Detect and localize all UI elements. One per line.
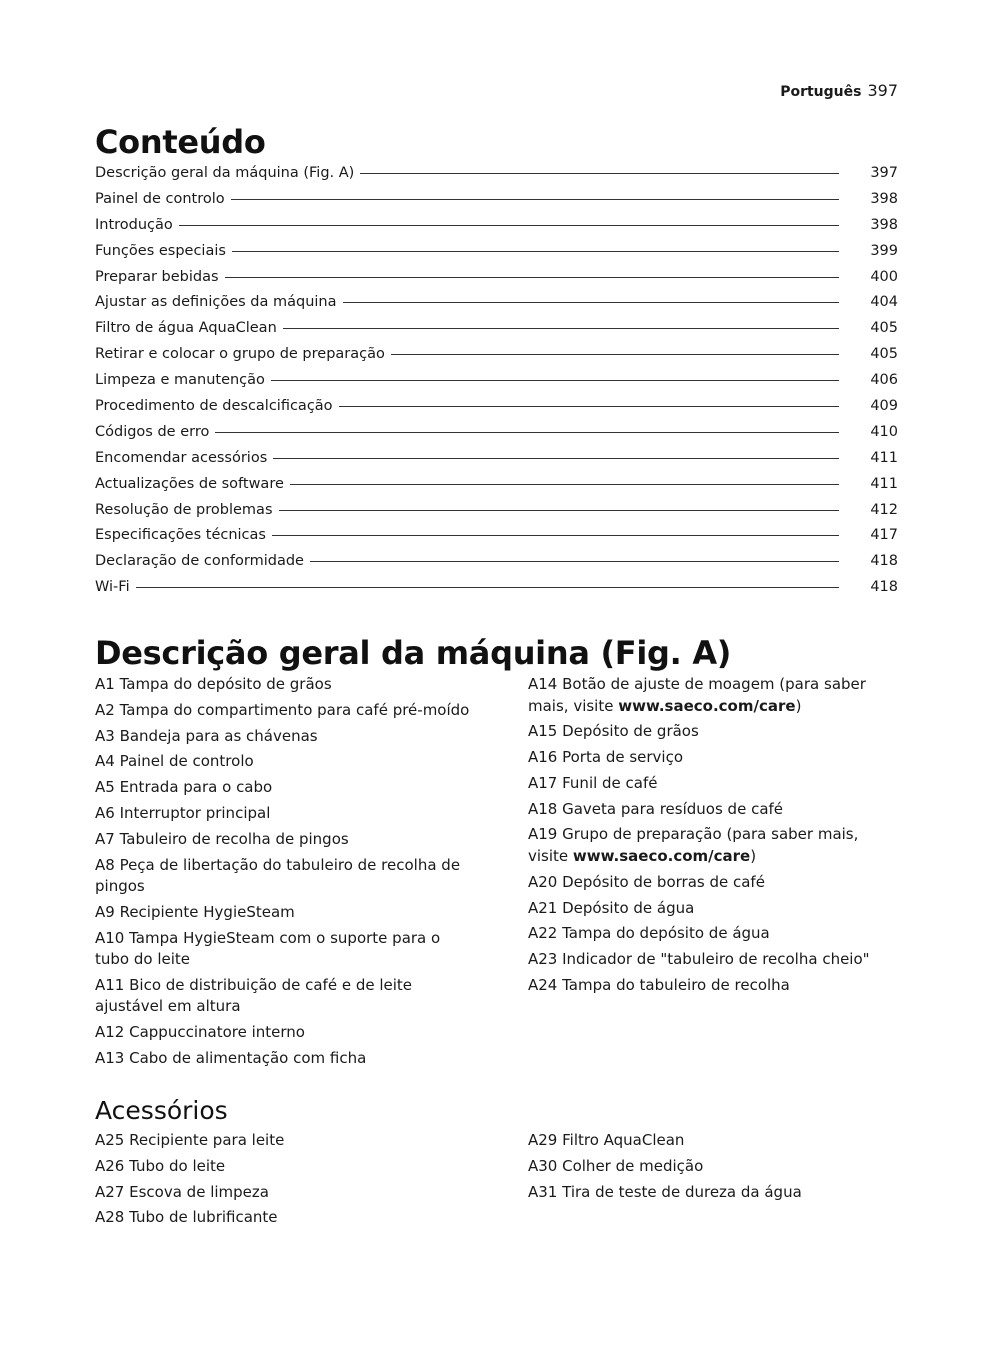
- toc-entry-label: Resolução de problemas: [95, 501, 273, 518]
- toc-entry-label: Limpeza e manutenção: [95, 372, 265, 389]
- header-language: Português: [780, 84, 862, 100]
- accessory-item: A27 Escova de limpeza: [95, 1182, 269, 1201]
- toc-entry[interactable]: [95, 421, 898, 447]
- overview-title: Descrição geral da máquina (Fig. A): [95, 634, 732, 672]
- toc-entry-label: Procedimento de descalcificação: [95, 398, 333, 415]
- toc-entry-label: Retirar e colocar o grupo de preparação: [95, 346, 385, 363]
- part-item: A5 Entrada para o cabo: [95, 778, 273, 797]
- toc-leader: [225, 277, 839, 278]
- toc-leader: [136, 587, 839, 588]
- toc-entry-label: Declaração de conformidade: [95, 553, 304, 570]
- overview-parts-list: [95, 674, 898, 1074]
- toc-leader: [391, 354, 839, 355]
- toc-entry-label: Códigos de erro: [95, 423, 210, 440]
- overview-right-column: [528, 674, 898, 1074]
- toc-entry-page: 412: [870, 501, 898, 518]
- part-item: A3 Bandeja para as chávenas: [95, 726, 318, 745]
- part-item: A9 Recipiente HygieSteam: [95, 902, 295, 921]
- toc-entry[interactable]: [95, 447, 898, 473]
- accessory-item: A26 Tubo do leite: [95, 1156, 226, 1175]
- toc-entry[interactable]: [95, 473, 898, 499]
- toc-entry-page: 418: [870, 579, 898, 596]
- toc-entry-label: Funções especiais: [95, 242, 226, 259]
- toc-entry[interactable]: [95, 240, 898, 266]
- toc-entry-page: 410: [870, 423, 898, 440]
- part-item: A8 Peça de libertação do tabuleiro de recolha de pingos: [95, 855, 461, 896]
- accessories-list: [95, 1130, 898, 1233]
- toc-entry[interactable]: [95, 395, 898, 421]
- toc-title: Conteúdo: [95, 123, 266, 161]
- toc-entry[interactable]: [95, 266, 898, 292]
- toc-entry-label: Introdução: [95, 216, 173, 233]
- toc-entry[interactable]: [95, 524, 898, 550]
- toc-leader: [273, 458, 839, 459]
- toc-entry-page: 399: [870, 242, 898, 259]
- part-item: A13 Cabo de alimentação com ficha: [95, 1049, 367, 1068]
- part-item: A18 Gaveta para resíduos de café: [528, 799, 784, 818]
- part-item-text: A14 Botão de ajuste de moagem (para saber mais, visite: [528, 675, 866, 715]
- toc-leader: [279, 510, 840, 511]
- toc-entry-page: 398: [870, 216, 898, 233]
- toc-entry-label: Descrição geral da máquina (Fig. A): [95, 165, 355, 181]
- accessory-item: A31 Tira de teste de dureza da água: [528, 1182, 802, 1201]
- toc-leader: [290, 484, 839, 485]
- saeco-care-link[interactable]: www.saeco.com/care: [618, 696, 796, 715]
- toc-entry-page: 411: [870, 449, 898, 466]
- part-item-text: ): [750, 846, 757, 865]
- toc-entry-label: Ajustar as definições da máquina: [95, 294, 337, 311]
- part-item: A17 Funil de café: [528, 773, 658, 792]
- part-item: A22 Tampa do depósito de água: [528, 924, 770, 943]
- toc-entry-label: Encomendar acessórios: [95, 449, 268, 466]
- part-item: A23 Indicador de "tabuleiro de recolha cheio": [528, 950, 870, 969]
- toc-entry-page: 411: [870, 475, 898, 492]
- part-item: [528, 674, 873, 717]
- toc-leader: [360, 173, 839, 174]
- table-of-contents: [95, 162, 898, 602]
- saeco-care-link[interactable]: www.saeco.com/care: [572, 846, 751, 865]
- part-item-text: A19 Grupo de preparação (para saber mais, visite: [528, 825, 859, 865]
- toc-entry-page: 405: [870, 320, 898, 337]
- part-item-text: ): [795, 696, 802, 715]
- toc-entry[interactable]: [95, 550, 898, 576]
- toc-entry-label: Especificações técnicas: [95, 527, 266, 544]
- toc-entry-page: 398: [870, 190, 898, 207]
- toc-entry-label: Painel de controlo: [95, 190, 225, 207]
- accessory-item: A25 Recipiente para leite: [95, 1131, 285, 1149]
- toc-entry-page: 417: [870, 527, 898, 544]
- toc-entry[interactable]: [95, 291, 898, 317]
- toc-entry-label: Wi-Fi: [95, 579, 130, 596]
- part-item: [528, 824, 898, 867]
- toc-leader: [179, 225, 839, 226]
- part-item: A2 Tampa do compartimento para café pré-moído: [95, 700, 470, 719]
- toc-leader: [271, 380, 839, 381]
- toc-entry-label: Filtro de água AquaClean: [95, 320, 277, 337]
- toc-leader: [272, 535, 839, 536]
- accessories-right-column: [528, 1130, 898, 1233]
- toc-entry[interactable]: [95, 499, 898, 525]
- toc-leader: [215, 432, 839, 433]
- part-item: A11 Bico de distribuição de café e de leite ajustável em altura: [95, 975, 413, 1016]
- header-page-number: 397: [867, 81, 898, 100]
- part-item: A24 Tampa do tabuleiro de recolha: [528, 975, 790, 994]
- toc-entry[interactable]: [95, 576, 898, 602]
- part-item: A15 Depósito de grãos: [528, 722, 699, 741]
- toc-entry-page: 400: [870, 268, 898, 285]
- part-item: A6 Interruptor principal: [95, 803, 271, 822]
- toc-entry-page: 404: [870, 294, 898, 311]
- part-item: A7 Tabuleiro de recolha de pingos: [95, 829, 349, 848]
- toc-leader: [343, 302, 840, 303]
- part-item: A4 Painel de controlo: [95, 752, 254, 771]
- accessories-left-column: [95, 1130, 528, 1233]
- toc-entry-page: 418: [870, 553, 898, 570]
- part-item: A20 Depósito de borras de café: [528, 872, 765, 891]
- toc-entry-page: 409: [870, 398, 898, 415]
- toc-entry-label: Preparar bebidas: [95, 268, 219, 285]
- page-header: [780, 80, 898, 103]
- toc-leader: [232, 251, 839, 252]
- part-item: A10 Tampa HygieSteam com o suporte para o tubo do leite: [95, 928, 441, 969]
- accessory-item: A29 Filtro AquaClean: [528, 1131, 685, 1149]
- accessories-title: Acessórios: [95, 1096, 228, 1125]
- accessory-item: A28 Tubo de lubrificante: [95, 1208, 278, 1227]
- toc-entry-page: 397: [870, 165, 898, 181]
- toc-entry[interactable]: [95, 369, 898, 395]
- toc-leader: [283, 328, 839, 329]
- toc-leader: [310, 561, 839, 562]
- accessory-item: A30 Colher de medição: [528, 1156, 704, 1175]
- part-item: A12 Cappuccinatore interno: [95, 1023, 305, 1042]
- toc-entry-page: 406: [870, 372, 898, 389]
- part-item: A1 Tampa do depósito de grãos: [95, 675, 332, 693]
- toc-entry[interactable]: [95, 214, 898, 240]
- part-item: A16 Porta de serviço: [528, 748, 684, 767]
- toc-entry[interactable]: [95, 162, 898, 188]
- overview-left-column: [95, 674, 528, 1074]
- toc-leader: [339, 406, 839, 407]
- toc-entry[interactable]: [95, 317, 898, 343]
- toc-leader: [231, 199, 839, 200]
- part-item: A21 Depósito de água: [528, 898, 695, 917]
- toc-entry-label: Actualizações de software: [95, 475, 284, 492]
- toc-entry[interactable]: [95, 343, 898, 369]
- toc-entry[interactable]: [95, 188, 898, 214]
- toc-entry-page: 405: [870, 346, 898, 363]
